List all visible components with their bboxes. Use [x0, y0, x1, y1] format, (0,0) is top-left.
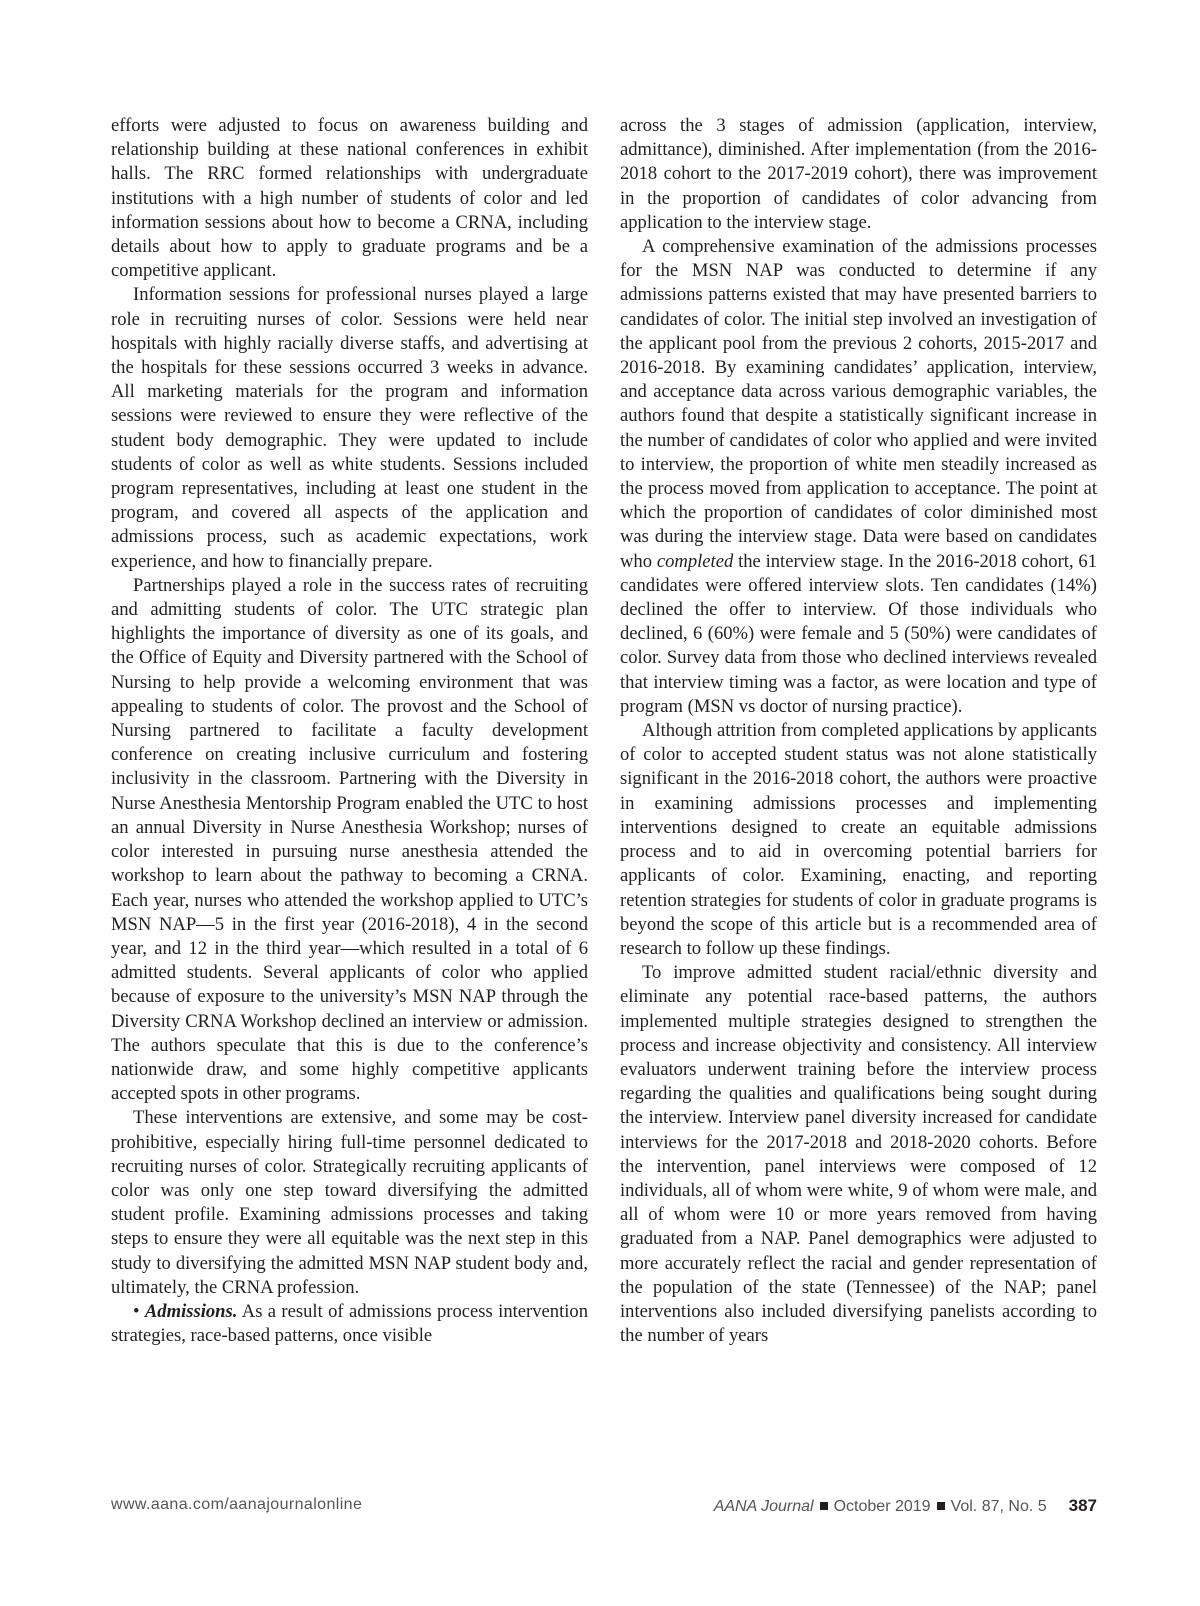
journal-url[interactable]: www.aana.com/aanajournalonline — [111, 1496, 363, 1513]
admissions-intro-text: As a result of admissions process intervention strategies, race-based patterns, once visible — [111, 1300, 588, 1347]
right-paragraph-3: Although attrition from completed applications by applicants of color to accepted student status was not alone statistically significant in the 2016-2018 cohort, the authors were proactive in examining admissions processes and implementing interventions designed to create an equitable admissions process and to aid in overcoming potential barriers for applicants of color. Examining, enacting, and reporting retention strategies for students of color in graduate programs is beyond the scope of this article but is a recommended area of research to follow up these findings. — [620, 720, 1097, 959]
left-paragraph-5 — [111, 1300, 588, 1348]
volume-issue: Vol. 87, No. 5 — [950, 1498, 1047, 1515]
page-number: 387 — [1068, 1496, 1097, 1515]
square-separator-icon — [937, 1502, 945, 1510]
right-paragraph-4: To improve admitted student racial/ethnic diversity and eliminate any potential race-based patterns, the authors implemented multiple strategies designed to strengthen the process and increase objectivity and consistency. All interview evaluators underwent training before the interview process regarding the qualities and qualifications being sought during the interview. Interview panel diversity increased for candidate interviews for the 2017-2018 and 2018-2020 cohorts. Before the intervention, panel interviews were composed of 12 individuals, all of whom were white, 9 of whom were male, and all of whom were 10 or more years removed from having graduated from a NAP. Panel demographics were adjusted to more accurately reflect the racial and gender representation of the population of the state (Tennessee) of the NAP; panel interventions also included diversifying panelists according to the number of years — [620, 962, 1097, 1347]
section-heading-admissions: Admissions. — [144, 1300, 238, 1322]
journal-name: AANA Journal — [713, 1498, 814, 1515]
left-paragraph-2: Information sessions for professional nurses played a large role in recruiting nurses of color. Sessions were held near hospitals with highly racially diverse staffs, and advertising at the hospitals for these sessions occurred 3 weeks in advance. All marketing materials for the program and information sessions were reviewed to ensure they were reflective of the student body demographic. They were updated to include students of color as well as white students. Sessions included program representatives, including at least one student in the program, and covered all aspects of the application and admissions process, such as academic expectations, work experience, and how to financially prepare. — [111, 284, 588, 572]
left-paragraph-4: These interventions are extensive, and some may be cost-prohibitive, especially hiring full-time personnel dedicated to recruiting nurses of color. Strategically recruiting applicants of color was only one step toward diversifying the admitted student profile. Examining admissions processes and taking steps to ensure they were all equitable was the next step in this study to diversifying the admitted MSN NAP student body and, ultimately, the CRNA profession. — [111, 1107, 588, 1298]
footer-citation — [714, 1496, 1097, 1516]
right-paragraph-2 — [620, 235, 1097, 719]
left-paragraph-3: Partnerships played a role in the success rates of recruiting and admitting students of color. The UTC strategic plan highlights the importance of diversity as one of its goals, and the Office of Equity and Diversity partnered with the School of Nursing to help provide a welcoming environment that was appealing to students of color. The provost and the School of Nursing partnered to facilitate a faculty development conference on creating inclusive curriculum and fostering inclusivity in the classroom. Partnering with the Diversity in Nurse Anesthesia Mentorship Program enabled the UTC to host an annual Diversity in Nurse Anesthesia Workshop; nurses of color interested in pursuing nurse anesthesia attended the workshop to learn about the pathway to becoming a CRNA. Each year, nurses who attended the workshop applied to UTC’s MSN NAP—5 in the first year (2016-2018), 4 in the second year, and 12 in the third year—which resulted in a total of 6 admitted students. Several applicants of color who applied because of exposure to the university’s MSN NAP through the Diversity CRNA Workshop declined an interview or admission. The authors speculate that this is due to the conference’s nationwide draw, and some highly competitive applicants accepted spots in other programs. — [111, 574, 588, 1105]
bullet: • — [133, 1300, 140, 1322]
left-paragraph-1: efforts were adjusted to focus on awareness building and relationship building at these national conferences in exhibit halls. The RRC formed relationships with undergraduate institutions with a high number of students of color and led information sessions about how to become a CRNA, including details about how to apply to graduate programs and be a competitive applicant. — [111, 115, 588, 282]
page-footer — [111, 1496, 1097, 1520]
square-separator-icon — [820, 1502, 828, 1510]
issue-date: October 2019 — [833, 1498, 931, 1515]
emphasis-completed: completed — [656, 550, 734, 572]
right-column — [620, 114, 1097, 1348]
right-paragraph-2-part-a: A comprehensive examination of the admissions processes for the MSN NAP was conducted to determine if any admissions patterns existed that may have presented barriers to candidates of color. The initial step involved an investigation of the applicant pool from the previous 2 cohorts, 2015-2017 and 2016-2018. By examining candidates’ application, interview, and acceptance data across various demographic variables, the authors found that despite a statistically significant increase in the number of candidates of color who applied and were invited to interview, the proportion of white men steadily increased as the process moved from application to acceptance. The point at which the proportion of candidates of color diminished most was during the interview stage. Data were based on candidates who — [620, 236, 1097, 572]
right-paragraph-1: across the 3 stages of admission (application, interview, admittance), diminished. After implementation (from the 2016-2018 cohort to the 2017-2019 cohort), there was improvement in the proportion of candidates of color advancing from application to the interview stage. — [620, 115, 1097, 233]
right-paragraph-2-part-b: the interview stage. In the 2016-2018 cohort, 61 candidates were offered interview slots. Ten candidates (14%) declined the offer to interview. Of those individuals who declined, 6 (60%) were female and 5 (50%) were candidates of color. Survey data from those who declined interviews revealed that interview timing was a factor, as were location and type of program (MSN vs doctor of nursing practice). — [620, 550, 1097, 717]
left-column — [111, 114, 588, 1348]
